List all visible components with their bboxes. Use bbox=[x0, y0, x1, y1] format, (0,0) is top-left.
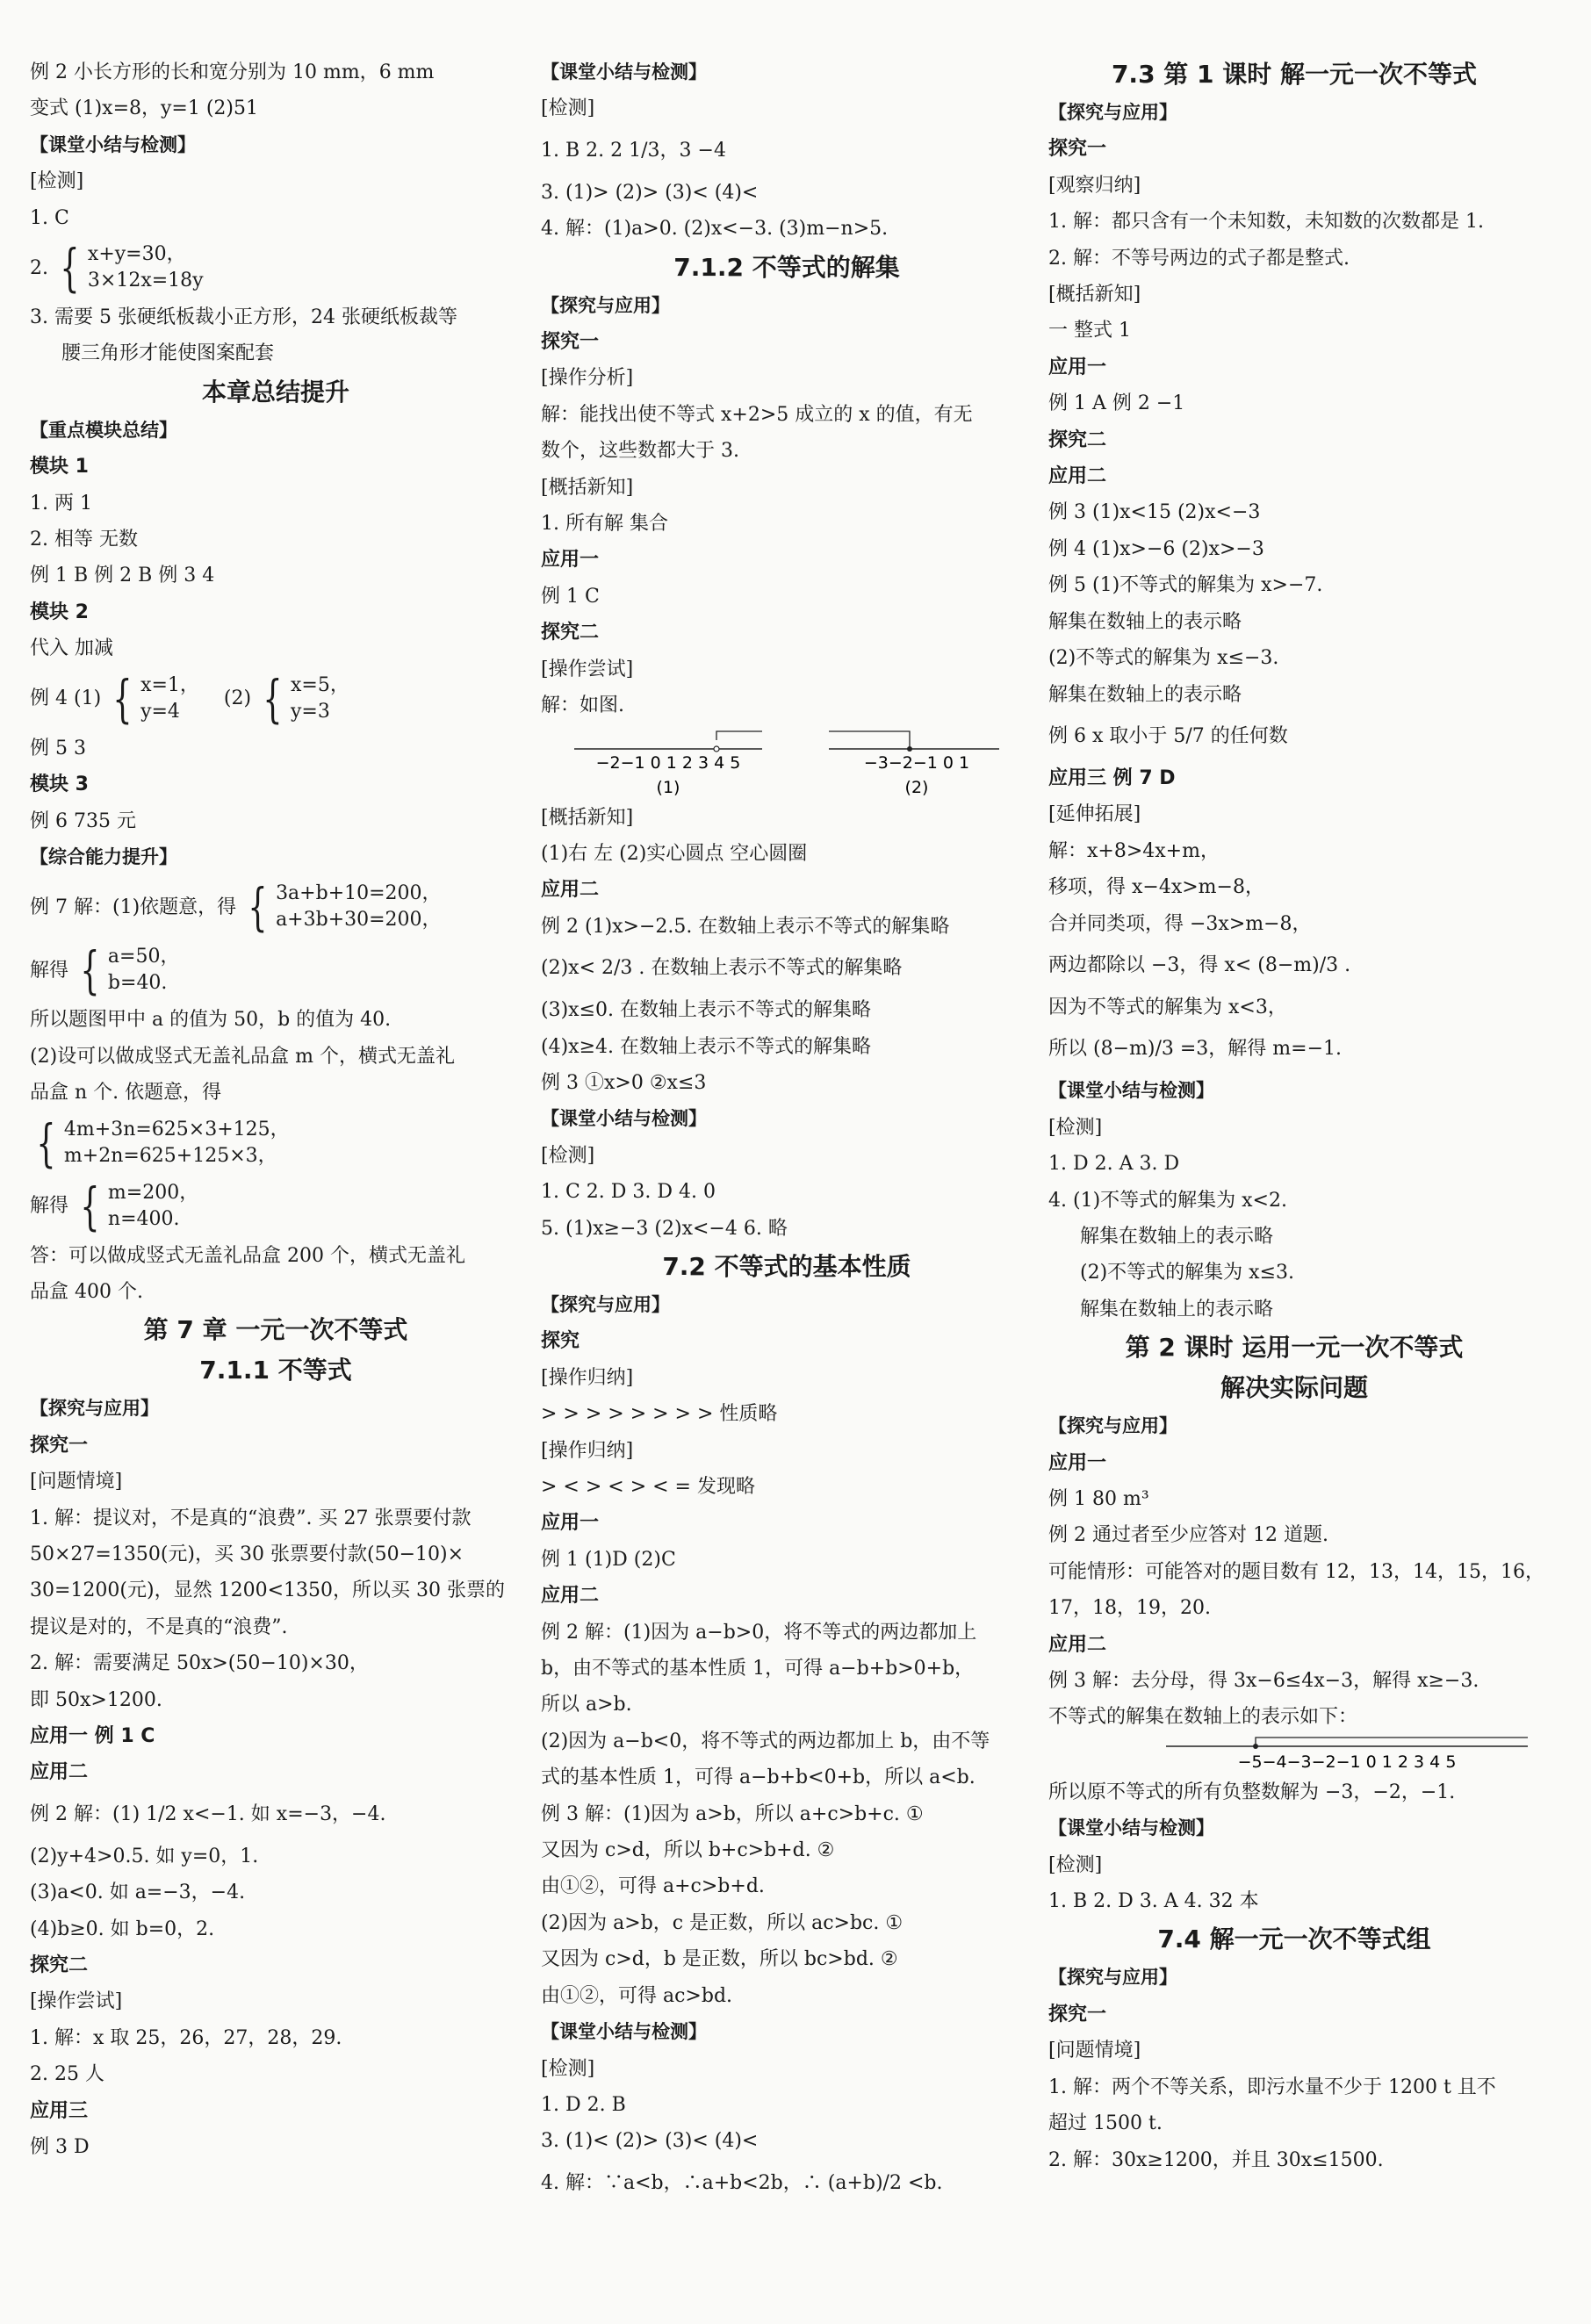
equation: a=50， bbox=[107, 946, 180, 968]
section-label: 【探究与应用】 bbox=[1048, 1415, 1177, 1437]
equation: 3a+b+10=200， bbox=[276, 882, 442, 905]
section-label: 【探究与应用】 bbox=[1048, 1967, 1177, 1989]
text-line: 2. 相等 无数 bbox=[30, 529, 138, 551]
text-line: 例 3 (1)x<15 (2)x<−3 bbox=[1048, 501, 1261, 524]
text-line: 例 1 80 m³ bbox=[1048, 1488, 1149, 1510]
text-line: 又因为 c>d，所以 b+c>b+d. ② bbox=[541, 1839, 835, 1862]
text-line: 应用三 bbox=[30, 2099, 89, 2122]
text-line: 例 1 C bbox=[541, 585, 600, 608]
text-line: 3. (1)< (2)> (3)< (4)< bbox=[541, 2130, 759, 2153]
equation-system: 解得 { m=200， n=400. bbox=[30, 1176, 199, 1236]
text-line: 由①②，可得 ac>bd. bbox=[541, 1984, 733, 2007]
text-line: (2)设可以做成竖式无盖礼品盒 m 个，横式无盖礼 bbox=[30, 1045, 456, 1068]
section-heading: 7.3 第 1 课时 解一元一次不等式 bbox=[1111, 60, 1478, 89]
text-line: [观察归纳] bbox=[1048, 174, 1141, 197]
equation: a+3b+30=200， bbox=[276, 909, 442, 932]
text-line: 探究一 bbox=[541, 331, 600, 354]
equation: 4m+3n=625×3+125， bbox=[63, 1118, 290, 1140]
section-label: 【课堂小结与检测】 bbox=[1048, 1080, 1214, 1102]
text-line: 探究二 bbox=[541, 622, 600, 644]
section-label: 【课堂小结与检测】 bbox=[1048, 1817, 1214, 1839]
text-line: 答：可以做成竖式无盖礼品盒 200 个，横式无盖礼 bbox=[30, 1244, 465, 1267]
text-line: [问题情境] bbox=[1048, 2040, 1141, 2062]
section-label: 【课堂小结与检测】 bbox=[541, 61, 707, 83]
text-line: 例 3 解：(1)因为 a>b，所以 a+c>b+c. ① bbox=[541, 1802, 924, 1825]
text-line: 例 1 (1)D (2)C bbox=[541, 1548, 676, 1571]
section-heading: 解决实际问题 bbox=[1220, 1373, 1368, 1403]
text-line: 即 50x>1200. bbox=[30, 1688, 162, 1711]
number-line-1 bbox=[567, 730, 769, 796]
text-line: 一 整式 1 bbox=[1048, 320, 1131, 342]
text-line: 所以 a>b. bbox=[541, 1694, 632, 1716]
text-line: 解：x+8>4x+m， bbox=[1048, 839, 1220, 862]
text-line: 例 3 ①x>0 ②x≤3 bbox=[541, 1071, 707, 1094]
text-line: 例 2 解：(1)因为 a−b>0，将不等式的两边都加上 bbox=[541, 1621, 977, 1644]
text-line: 例 2 (1)x>−2.5. 在数轴上表示不等式的解集略 bbox=[541, 915, 950, 938]
equation-system: 例 4 (1) { x=1， y=4 (2) { x=5， y=3 bbox=[30, 668, 349, 729]
text-line: (2)不等式的解集为 x≤3. bbox=[1080, 1262, 1294, 1284]
text-span: 例 7 解：(1)依题意，得 bbox=[30, 896, 237, 918]
text-line: [概括新知] bbox=[541, 806, 634, 829]
section-label: 【课堂小结与检测】 bbox=[30, 133, 196, 155]
equation: y=4 bbox=[140, 700, 180, 723]
figure-label: (1) bbox=[656, 777, 680, 796]
text-line: (2)因为 a>b，c 是正数，所以 ac>bc. ① bbox=[541, 1911, 903, 1934]
text-line: 5. (1)x≥−3 (2)x<−4 6. 略 bbox=[541, 1217, 788, 1240]
section-label: 【探究与应用】 bbox=[541, 1293, 670, 1315]
text-line: (4)x≥4. 在数轴上表示不等式的解集略 bbox=[541, 1035, 871, 1058]
number-line-figures bbox=[541, 724, 1033, 800]
text-line: (2)因为 a−b<0，将不等式的两边都加上 b，由不等 bbox=[541, 1730, 990, 1752]
number-line-2 bbox=[822, 730, 1006, 796]
section-label: 【课堂小结与检测】 bbox=[541, 1108, 707, 1130]
text-line: 例 2 小长方形的长和宽分别为 10 mm，6 mm bbox=[30, 61, 435, 83]
section-label: 【重点模块总结】 bbox=[30, 419, 177, 441]
text-line: 应用一 bbox=[541, 1512, 600, 1535]
text-line: (4)b≥0. 如 b=0，2. bbox=[30, 1917, 215, 1940]
text-line: 数个，这些数都大于 3. bbox=[541, 440, 739, 463]
text-line: 应用一 bbox=[1048, 1451, 1107, 1474]
text-line: 应用二 bbox=[541, 1585, 600, 1608]
text-line: 探究二 bbox=[1048, 428, 1107, 451]
text-line: 模块 2 bbox=[30, 601, 89, 623]
text-line: 探究一 bbox=[30, 1434, 89, 1457]
text-line: > < > < > < = 发现略 bbox=[541, 1476, 755, 1498]
number-line-figure bbox=[1048, 1736, 1540, 1774]
text-line: [操作尝试] bbox=[541, 658, 634, 680]
text-line: 例 1 B 例 2 B 例 3 4 bbox=[30, 565, 215, 587]
text-line: 1. B 2. D 3. A 4. 32 本 bbox=[1048, 1890, 1259, 1913]
text-line: 所以题图甲中 a 的值为 50，b 的值为 40. bbox=[30, 1009, 392, 1032]
text-line: 不等式的解集在数轴上的表示如下： bbox=[1048, 1706, 1358, 1729]
text-line: 例 5 3 bbox=[30, 737, 86, 759]
text-line: 解集在数轴上的表示略 bbox=[1080, 1225, 1274, 1248]
text-span: 解得 bbox=[30, 1195, 69, 1218]
text-line: 1. D 2. A 3. D bbox=[1048, 1153, 1180, 1176]
text-line: 例 1 A 例 2 −1 bbox=[1048, 392, 1185, 415]
text-line: b，由不等式的基本性质 1，可得 a−b+b>0+b， bbox=[541, 1658, 975, 1680]
equation: n=400. bbox=[107, 1207, 180, 1230]
text-line: 例 3 D bbox=[30, 2136, 90, 2159]
text-line: 例 5 (1)不等式的解集为 x>−7. bbox=[1048, 574, 1323, 597]
section-label: 【探究与应用】 bbox=[1048, 102, 1177, 123]
text-line: 1. 解：都只含有一个未知数，未知数的次数都是 1. bbox=[1048, 211, 1484, 234]
text-line: 2. 解：不等号两边的式子都是整式. bbox=[1048, 247, 1350, 270]
equation: x=5， bbox=[290, 673, 349, 696]
text-line: 模块 1 bbox=[30, 456, 89, 478]
section-label: 【综合能力提升】 bbox=[30, 845, 177, 867]
section-heading: 本章总结提升 bbox=[201, 377, 349, 407]
text-line: 解集在数轴上的表示略 bbox=[1080, 1298, 1274, 1320]
text-line: 应用二 bbox=[1048, 465, 1107, 488]
chapter-heading: 第 7 章 一元一次不等式 bbox=[143, 1315, 408, 1345]
text-line: 所以原不等式的所有负整数解为 −3，−2，−1. bbox=[1048, 1781, 1456, 1803]
text-line: 例 6 x 取小于 5/7 的任何数 bbox=[1048, 724, 1288, 747]
text-line: 又因为 c>d，b 是正数，所以 bc>bd. ② bbox=[541, 1948, 898, 1971]
equation: x=1， bbox=[140, 673, 199, 696]
text-line: 应用二 bbox=[1048, 1633, 1107, 1656]
text-line: 2. 解：30x≥1200，并且 30x≤1500. bbox=[1048, 2148, 1384, 2171]
column-left bbox=[30, 54, 522, 2165]
text-line: [概括新知] bbox=[541, 476, 634, 499]
text-line: 腰三角形才能使图案配套 bbox=[61, 342, 275, 365]
section-label: 【探究与应用】 bbox=[30, 1398, 159, 1420]
text-line: [操作归纳] bbox=[541, 1366, 634, 1389]
text-line: 移项，得 x−4x>m−8， bbox=[1048, 876, 1264, 899]
text-line: 可能情形：可能答对的题目数有 12，13，14，15，16， bbox=[1048, 1560, 1544, 1583]
text-line: (2)x< 2/3 . 在数轴上表示不等式的解集略 bbox=[541, 957, 903, 980]
text-line: (3)a<0. 如 a=−3，−4. bbox=[30, 1882, 246, 1904]
text-line: 超过 1500 t. bbox=[1048, 2112, 1163, 2135]
column-right bbox=[1048, 54, 1544, 2178]
text-line: 2. 25 人 bbox=[30, 2063, 104, 2086]
section-heading: 7.1.2 不等式的解集 bbox=[673, 252, 900, 282]
text-line: 解：如图. bbox=[541, 694, 624, 717]
text-line: 合并同类项，得 −3x>m−8， bbox=[1048, 912, 1312, 935]
figure-label: (2) bbox=[904, 777, 929, 796]
axis-ticks: −3−2−1 0 1 bbox=[863, 752, 970, 773]
text-span: 例 4 (1) bbox=[30, 687, 102, 710]
equation: m+2n=625+125×3， bbox=[63, 1144, 277, 1167]
item-number: 2. bbox=[30, 256, 48, 279]
text-line: 解：能找出使不等式 x+2>5 成立的 x 的值，有无 bbox=[541, 403, 973, 426]
equation-system: 2. { x+y=30， 3×12x=18y bbox=[30, 238, 204, 299]
text-line: [检测] bbox=[1048, 1853, 1103, 1876]
text-line: 应用二 bbox=[541, 879, 600, 902]
equation: x+y=30， bbox=[87, 243, 186, 266]
column-middle bbox=[541, 54, 1033, 2207]
text-line: [检测] bbox=[30, 170, 84, 193]
text-line: 两边都除以 −3，得 x< (8−m)/3 . bbox=[1048, 953, 1351, 976]
text-line: 代入 加减 bbox=[30, 637, 113, 660]
text-line: 3. 需要 5 张硬纸板裁小正方形，24 张硬纸板裁等 bbox=[30, 306, 457, 329]
text-line: 1. B 2. 2 1/3，3 −4 bbox=[541, 139, 726, 162]
section-heading: 第 2 课时 运用一元一次不等式 bbox=[1125, 1333, 1464, 1363]
text-line: [延伸拓展] bbox=[1048, 803, 1141, 826]
text-line: [操作尝试] bbox=[30, 1990, 123, 2013]
equation-system: 例 7 解：(1)依题意，得 { 3a+b+10=200， a+3b+30=200， bbox=[30, 877, 442, 938]
section-label: 【课堂小结与检测】 bbox=[541, 2021, 707, 2043]
text-line: 1. D 2. B bbox=[541, 2093, 626, 2116]
text-line: 探究一 bbox=[1048, 2003, 1107, 2025]
text-line: (1)右 左 (2)实心圆点 空心圆圈 bbox=[541, 842, 808, 865]
text-line: 提议是对的，不是真的“浪费”. bbox=[30, 1615, 288, 1638]
equation: y=3 bbox=[290, 700, 330, 723]
text-span: (2) bbox=[223, 687, 252, 710]
text-line: (2)不等式的解集为 x≤−3. bbox=[1048, 647, 1279, 670]
text-line: 30=1200(元)，显然 1200<1350，所以买 30 张票的 bbox=[30, 1579, 505, 1602]
section-label: 【探究与应用】 bbox=[541, 294, 670, 316]
section-heading: 7.4 解一元一次不等式组 bbox=[1157, 1925, 1431, 1954]
section-heading: 7.1.1 不等式 bbox=[199, 1356, 352, 1385]
text-line: 解集在数轴上的表示略 bbox=[1048, 610, 1242, 633]
text-line: 2. 解：需要满足 50x>(50−10)×30， bbox=[30, 1652, 369, 1675]
text-line: 应用一 例 1 C bbox=[30, 1725, 155, 1747]
text-line: 变式 (1)x=8，y=1 (2)51 bbox=[30, 97, 259, 120]
text-line: 3. (1)> (2)> (3)< (4)< bbox=[541, 181, 759, 204]
text-line: 应用一 bbox=[1048, 356, 1107, 378]
text-line: 4. (1)不等式的解集为 x<2. bbox=[1048, 1189, 1287, 1212]
equation: b=40. bbox=[107, 972, 168, 995]
text-line: 4. 解：(1)a>0. (2)x<−3. (3)m−n>5. bbox=[541, 218, 889, 241]
text-line: 应用三 例 7 D bbox=[1048, 766, 1176, 789]
text-line: [操作分析] bbox=[541, 367, 634, 390]
text-line: 应用一 bbox=[541, 549, 600, 572]
text-line: 探究 bbox=[541, 1330, 580, 1353]
axis-ticks: −2−1 0 1 2 3 4 5 bbox=[595, 752, 741, 773]
text-line: 17，18，19，20. bbox=[1048, 1597, 1211, 1620]
text-line: 因为不等式的解集为 x<3， bbox=[1048, 996, 1287, 1018]
text-line: 例 4 (1)x>−6 (2)x>−3 bbox=[1048, 537, 1264, 560]
text-line: [检测] bbox=[1048, 1116, 1103, 1139]
text-span: 解得 bbox=[30, 959, 69, 982]
text-line: (2)y+4>0.5. 如 y=0，1. bbox=[30, 1845, 259, 1867]
text-line: 例 2 解：(1) 1/2 x<−1. 如 x=−3，−4. bbox=[30, 1802, 386, 1825]
text-line: [操作归纳] bbox=[541, 1439, 634, 1462]
text-line: 1. C 2. D 3. D 4. 0 bbox=[541, 1181, 716, 1204]
text-line: 探究二 bbox=[30, 1954, 89, 1977]
text-line: 1. 解：两个不等关系，即污水量不少于 1200 t 且不 bbox=[1048, 2076, 1496, 2098]
text-line: (3)x≤0. 在数轴上表示不等式的解集略 bbox=[541, 999, 871, 1022]
text-line: [检测] bbox=[541, 1144, 595, 1167]
number-line-3 bbox=[1163, 1736, 1531, 1774]
axis-ticks: −5−4−3−2−1 0 1 2 3 4 5 bbox=[1237, 1752, 1457, 1772]
equation-system: { 4m+3n=625×3+125， m+2n=625+125×3， bbox=[36, 1112, 290, 1173]
text-line: 模块 3 bbox=[30, 773, 89, 796]
equation: m=200， bbox=[107, 1181, 199, 1204]
text-line: [检测] bbox=[541, 2057, 595, 2080]
text-line: 解集在数轴上的表示略 bbox=[1048, 683, 1242, 706]
text-line: [检测] bbox=[541, 97, 595, 120]
text-line: 品盒 n 个. 依题意，得 bbox=[30, 1082, 222, 1104]
text-line: 1. 所有解 集合 bbox=[541, 513, 668, 536]
text-line: 4. 解：∵a<b，∴a+b<2b，∴ (a+b)/2 <b. bbox=[541, 2171, 943, 2194]
text-line: 1. C bbox=[30, 206, 69, 229]
text-line: 由①②，可得 a+c>b+d. bbox=[541, 1875, 765, 1898]
text-line: 例 3 解：去分母，得 3x−6≤4x−3，解得 x≥−3. bbox=[1048, 1670, 1479, 1693]
text-line: 式的基本性质 1，可得 a−b+b<0+b，所以 a<b. bbox=[541, 1766, 975, 1789]
text-line: 1. 解：提议对，不是真的“浪费”. 买 27 张票要付款 bbox=[30, 1507, 472, 1529]
equation: 3×12x=18y bbox=[87, 270, 204, 292]
text-line: [概括新知] bbox=[1048, 284, 1141, 306]
section-heading: 7.2 不等式的基本性质 bbox=[662, 1251, 911, 1281]
text-line: 所以 (8−m)/3 =3，解得 m=−1. bbox=[1048, 1038, 1342, 1061]
text-line: > > > > > > > > 性质略 bbox=[541, 1403, 778, 1426]
text-line: 例 6 735 元 bbox=[30, 809, 136, 832]
text-line: 50×27=1350(元)，买 30 张票要付款(50−10)× bbox=[30, 1543, 464, 1565]
text-line: 品盒 400 个. bbox=[30, 1280, 143, 1303]
text-line: 例 2 通过者至少应答对 12 道题. bbox=[1048, 1524, 1328, 1547]
text-line: 应用二 bbox=[30, 1761, 89, 1784]
equation-system: 解得 { a=50， b=40. bbox=[30, 940, 180, 1001]
text-line: 1. 两 1 bbox=[30, 492, 92, 514]
text-line: 探究一 bbox=[1048, 138, 1107, 161]
text-line: 1. 解：x 取 25，26，27，28，29. bbox=[30, 2026, 342, 2049]
text-line: [问题情境] bbox=[30, 1471, 123, 1493]
